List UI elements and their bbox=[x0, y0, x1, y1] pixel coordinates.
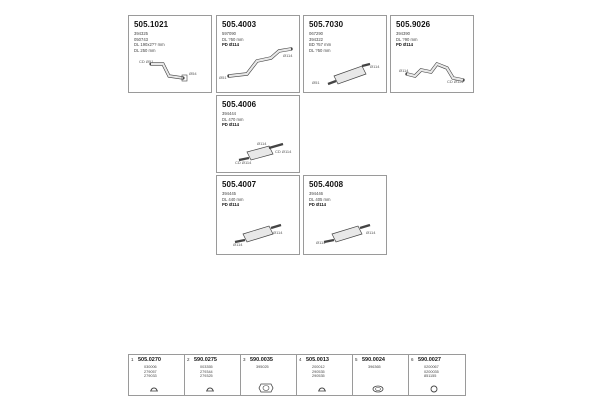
dim-label: Ø114 bbox=[233, 242, 243, 247]
part-ref: 050743 bbox=[134, 36, 148, 42]
part-card-2[interactable] bbox=[216, 15, 300, 93]
muffler-drawing bbox=[304, 16, 386, 92]
part-ref: 394446 bbox=[309, 191, 323, 196]
part-spec: DL 405 mm bbox=[309, 196, 331, 202]
part-ref: 597090 bbox=[222, 31, 236, 36]
part-spec: BD ?57 mm bbox=[309, 42, 332, 48]
accessory-ref: 200012 bbox=[312, 365, 325, 369]
part-ref: 394325 bbox=[134, 31, 148, 36]
dim-label: Ø114 bbox=[257, 141, 267, 146]
accessory-ref: 395025 bbox=[256, 365, 269, 369]
part-ref: 394444 bbox=[222, 111, 236, 116]
accessory-code: 590.0024 bbox=[362, 356, 385, 363]
pipe-drawing bbox=[217, 16, 299, 92]
accessory-ref: 0200035 bbox=[424, 369, 439, 374]
part-spec: DL 440 mm bbox=[222, 196, 244, 202]
dim-label: CD Ø114 bbox=[275, 149, 292, 154]
dim-label: CD Ø51 bbox=[139, 59, 154, 64]
part-card-1[interactable] bbox=[128, 15, 212, 93]
dim-label: Ø51 bbox=[219, 75, 227, 80]
dim-label: Ø51 bbox=[312, 80, 320, 85]
clamp-icon bbox=[195, 382, 225, 394]
part-spec: DL 190x2?? mm bbox=[134, 42, 165, 48]
dim-label: CD Ø114 bbox=[235, 160, 252, 165]
accessory-cell-3[interactable] bbox=[241, 355, 297, 395]
dim-label: Ø114 bbox=[370, 64, 380, 69]
part-spec: PD Ø114 bbox=[222, 42, 239, 48]
part-spec: DL ?90 mm bbox=[396, 36, 418, 42]
accessory-ref: 279033 bbox=[144, 374, 157, 379]
accessory-code: 505.0013 bbox=[306, 356, 329, 363]
accessory-ref: 030006 bbox=[144, 365, 157, 369]
part-card-4[interactable] bbox=[390, 15, 474, 93]
accessory-ref: 396365 bbox=[368, 365, 381, 369]
accessory-code: 590.0027 bbox=[418, 356, 441, 363]
part-card-3[interactable] bbox=[303, 15, 387, 93]
part-code: 505.1021 bbox=[134, 20, 169, 29]
dim-label: Ø114 bbox=[273, 230, 283, 235]
accessory-ref: 279344 bbox=[200, 369, 213, 374]
gasket-icon bbox=[363, 382, 393, 394]
dim-label: Ø114 bbox=[399, 68, 409, 73]
accessory-cell-2[interactable] bbox=[185, 355, 241, 395]
accessory-ref: 279325 bbox=[200, 374, 213, 379]
accessory-index: 1 bbox=[131, 357, 134, 362]
part-spec: PD Ø114 bbox=[396, 42, 413, 48]
accessory-ref: 290535 bbox=[312, 369, 325, 374]
muffler-drawing bbox=[217, 96, 299, 172]
part-card-5[interactable] bbox=[216, 95, 300, 173]
part-code: 505.7030 bbox=[309, 20, 344, 29]
dim-label: CD Ø114 bbox=[447, 79, 464, 84]
part-spec: PD Ø114 bbox=[222, 122, 239, 128]
pipe-drawing bbox=[391, 16, 473, 92]
part-spec: DL ?50 mm bbox=[309, 47, 331, 53]
pipe-drawing bbox=[129, 16, 211, 92]
accessory-refs bbox=[424, 365, 439, 379]
accessory-index: 4 bbox=[299, 357, 302, 362]
muffler-drawing bbox=[217, 176, 299, 254]
part-code: 505.4006 bbox=[222, 100, 257, 109]
accessory-cell-4[interactable] bbox=[297, 355, 353, 395]
accessory-index: 3 bbox=[243, 357, 246, 362]
accessory-refs bbox=[256, 365, 269, 370]
accessory-code: 590.0035 bbox=[250, 356, 273, 363]
part-spec: PD Ø114 bbox=[309, 202, 326, 208]
accessory-index: 5 bbox=[355, 357, 358, 362]
part-ref: 394322 bbox=[309, 36, 323, 42]
band-clamp-icon bbox=[251, 382, 281, 394]
muffler-drawing bbox=[304, 176, 386, 254]
dim-label: Ø114 bbox=[316, 240, 326, 245]
accessory-ref: 279057 bbox=[144, 369, 157, 374]
part-code: 505.4008 bbox=[309, 180, 344, 189]
part-ref: 394445 bbox=[222, 191, 236, 196]
part-code: 505.4007 bbox=[222, 180, 257, 189]
accessory-refs bbox=[368, 365, 381, 370]
dim-label: Ø114 bbox=[366, 230, 376, 235]
part-spec: DL 250 mm bbox=[134, 47, 156, 53]
accessory-cell-1[interactable] bbox=[129, 355, 185, 395]
part-ref: 067290 bbox=[309, 31, 323, 36]
accessory-index: 6 bbox=[411, 357, 414, 362]
clamp-icon bbox=[139, 382, 169, 394]
accessory-ref: 851155 bbox=[424, 374, 437, 379]
part-spec: PD Ø114 bbox=[222, 202, 239, 208]
part-code: 505.4003 bbox=[222, 20, 257, 29]
accessory-cell-6[interactable] bbox=[409, 355, 465, 395]
accessory-index: 2 bbox=[187, 357, 190, 362]
part-spec: DL ?50 mm bbox=[222, 36, 244, 42]
accessory-ref: 0200067 bbox=[424, 365, 439, 369]
clamp-icon bbox=[307, 382, 337, 394]
dim-label: Ø54 bbox=[189, 71, 197, 76]
part-ref: 394390 bbox=[396, 31, 410, 36]
accessory-code: 505.0270 bbox=[138, 356, 161, 363]
part-spec: DL 470 mm bbox=[222, 116, 244, 122]
accessory-cell-5[interactable] bbox=[353, 355, 409, 395]
accessory-code: 590.0275 bbox=[194, 356, 217, 363]
ring-icon bbox=[419, 382, 449, 394]
accessory-refs bbox=[200, 365, 213, 379]
accessories-bar bbox=[128, 354, 466, 396]
dim-label: Ø114 bbox=[283, 53, 293, 58]
accessory-ref: 003355 bbox=[200, 365, 213, 369]
accessory-ref: 290535 bbox=[312, 374, 325, 379]
accessory-refs bbox=[144, 365, 157, 379]
part-card-7[interactable] bbox=[303, 175, 387, 255]
part-card-6[interactable] bbox=[216, 175, 300, 255]
accessory-refs bbox=[312, 365, 325, 379]
part-code: 505.9026 bbox=[396, 20, 431, 29]
